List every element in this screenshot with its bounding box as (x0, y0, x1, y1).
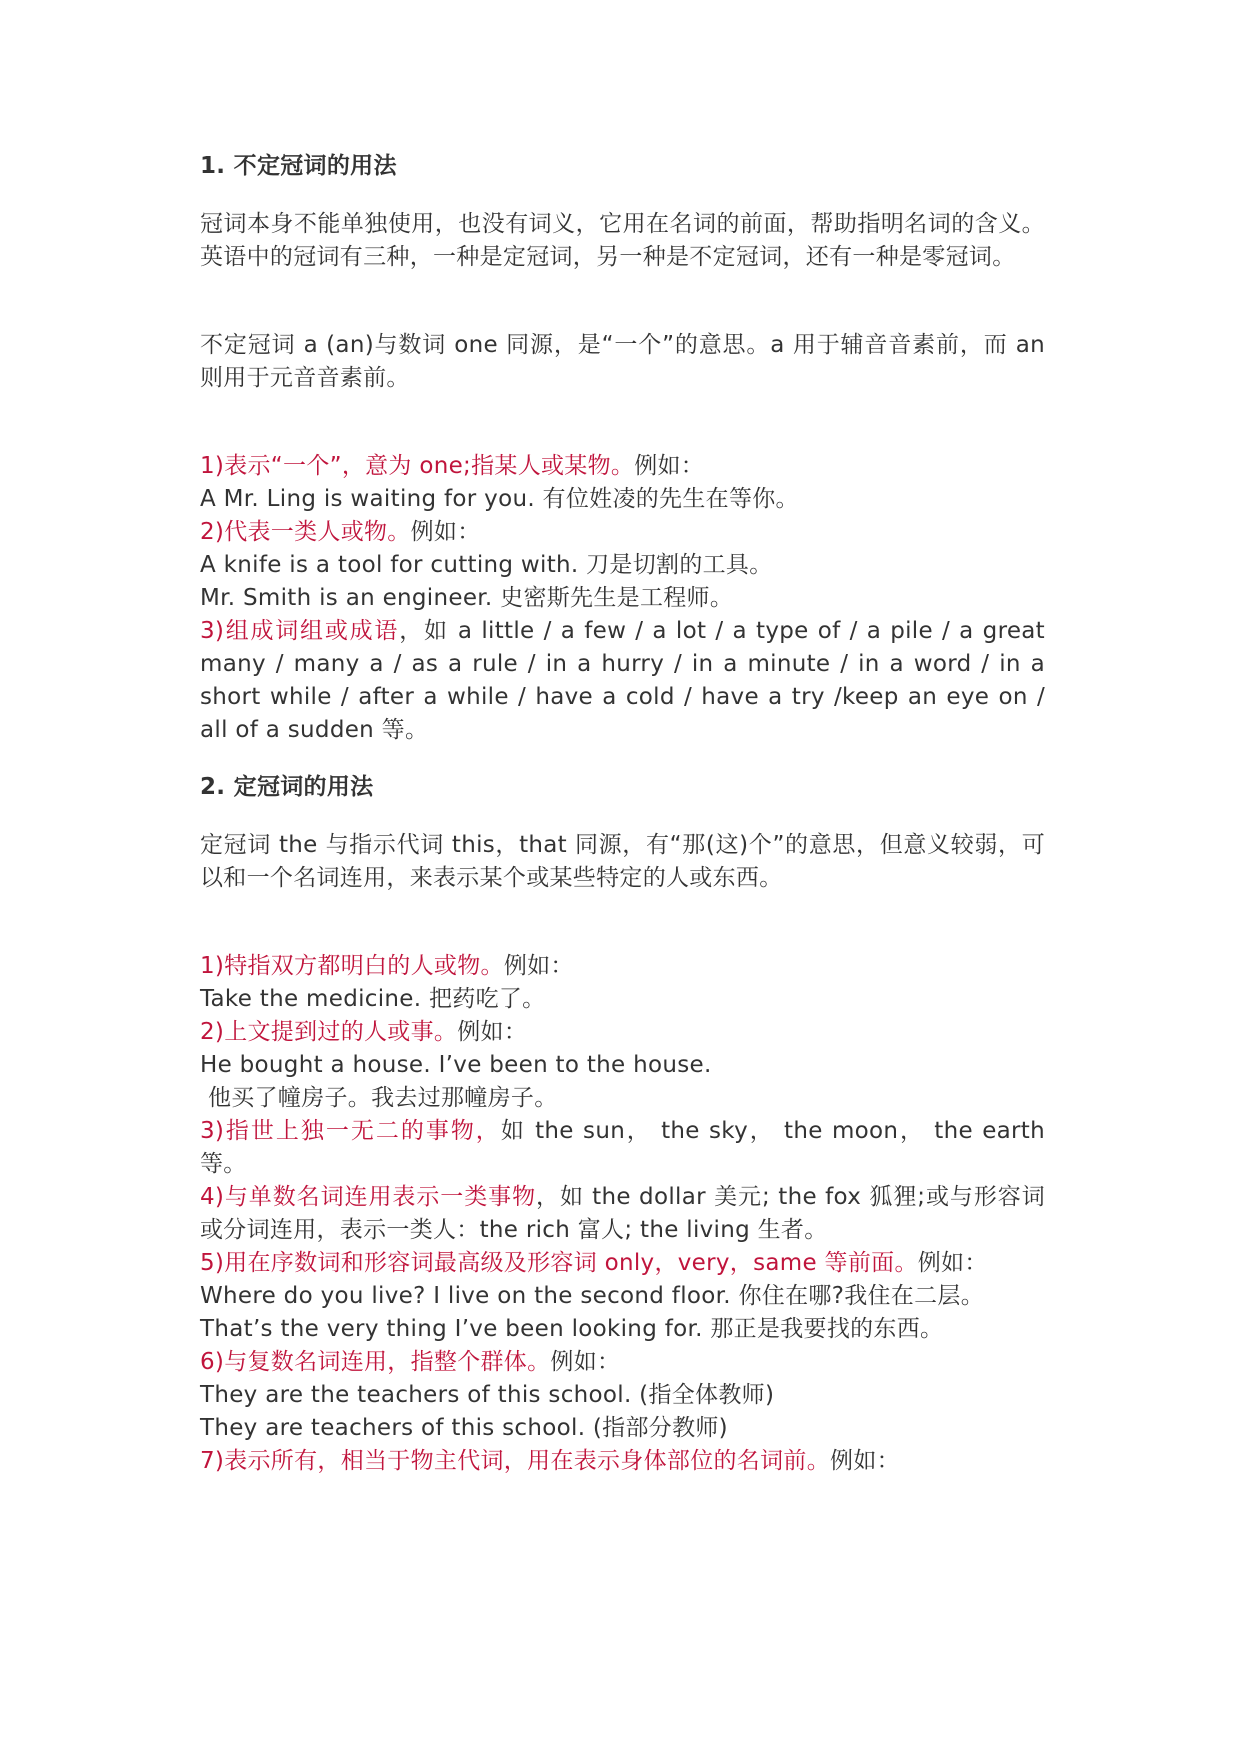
rule-tail: ，如 the dollar 美元; the fox 狐狸;或与形容词或分词连用，表示一类人：the rich 富人; the living 生者。 (200, 1184, 1045, 1243)
rule-1-1 (200, 450, 1045, 483)
example: A Mr. Ling is waiting for you. 有位姓凌的先生在等你。 (200, 486, 799, 512)
rule-1-2 (200, 516, 1045, 549)
section-1-definition: 不定冠词 a (an)与数词 one 同源，是“一个”的意思。a 用于辅音音素前，而 an 则用于元音音素前。 (200, 332, 1045, 391)
rule-tail: 例如： (457, 1019, 528, 1045)
section-2-definition: 定冠词 the 与指示代词 this，that 同源，有“那(这)个”的意思，但意义较弱，可以和一个名词连用，来表示某个或某些特定的人或东西。 (200, 832, 1045, 891)
example: Where do you live? I live on the second floor. 你住在哪?我住在二层。 (200, 1283, 985, 1309)
rule-title: 7)表示所有，相当于物主代词，用在表示身体部位的名词前。 (200, 1448, 831, 1474)
rule-tail: 例如： (917, 1250, 988, 1276)
rule-2-4 (200, 1181, 1045, 1247)
rule-title: 6)与复数名词连用，指整个群体。 (200, 1349, 551, 1375)
example: A knife is a tool for cutting with. 刀是切割的工具。 (200, 552, 773, 578)
rule-title: 3)组成词组或成语 (200, 618, 400, 644)
rule-tail: 例如： (410, 519, 481, 545)
section-1-rules (200, 450, 1045, 747)
rule-2-3 (200, 1115, 1045, 1181)
example: That’s the very thing I’ve been looking for. 那正是我要找的东西。 (200, 1316, 944, 1342)
rule-tail: 例如： (634, 453, 705, 479)
rule-tail: 例如： (503, 953, 574, 979)
rule-title: 1)表示“一个”，意为 one;指某人或某物。 (200, 453, 635, 479)
rule-2-7 (200, 1445, 1045, 1478)
rule-title: 2)上文提到过的人或事。 (200, 1019, 458, 1045)
rule-2-1 (200, 950, 1045, 983)
example: Mr. Smith is an engineer. 史密斯先生是工程师。 (200, 585, 734, 611)
rule-tail: 如 the sun， the sky， the moon， the earth 等。 (200, 1118, 1045, 1177)
example: Take the medicine. 把药吃了。 (200, 986, 546, 1012)
section-2-rules (200, 950, 1045, 1478)
rule-title: 2)代表一类人或物。 (200, 519, 411, 545)
rule-tail: 例如： (550, 1349, 621, 1375)
section-1-intro: 冠词本身不能单独使用，也没有词义，它用在名词的前面，帮助指明名词的含义。英语中的冠词有三种，一种是定冠词，另一种是不定冠词，还有一种是零冠词。 (200, 211, 1045, 270)
rule-1-3 (200, 615, 1045, 747)
example: 他买了幢房子。我去过那幢房子。 (208, 1085, 558, 1111)
rule-tail: 例如： (830, 1448, 900, 1474)
example: They are the teachers of this school. (指全体教师) (200, 1382, 775, 1408)
rule-title: 4)与单数名词连用表示一类事物 (200, 1184, 537, 1210)
rule-2-5 (200, 1247, 1045, 1280)
rule-tail: ，如 a little / a few / a lot / a type of / a pile / a great many / many a / as a rule / in a hurry / in a minute / in a word / in a short while / after a while / have a cold / have a try /keep an eye on / all of a sudden 等。 (200, 618, 1045, 743)
example: He bought a house. I’ve been to the house. (200, 1052, 712, 1078)
section-1-heading: 1. 不定冠词的用法 (200, 153, 397, 179)
rule-2-2 (200, 1016, 1045, 1049)
rule-title: 1)特指双方都明白的人或物。 (200, 953, 504, 979)
example: They are teachers of this school. (指部分教师) (200, 1415, 728, 1441)
section-2-heading: 2. 定冠词的用法 (200, 774, 374, 800)
rule-title: 5)用在序数词和形容词最高级及形容词 only，very，same 等前面。 (200, 1250, 918, 1276)
rule-2-6 (200, 1346, 1045, 1379)
document-page (200, 150, 1045, 1478)
rule-title: 3)指世上独一无二的事物， (200, 1118, 501, 1144)
